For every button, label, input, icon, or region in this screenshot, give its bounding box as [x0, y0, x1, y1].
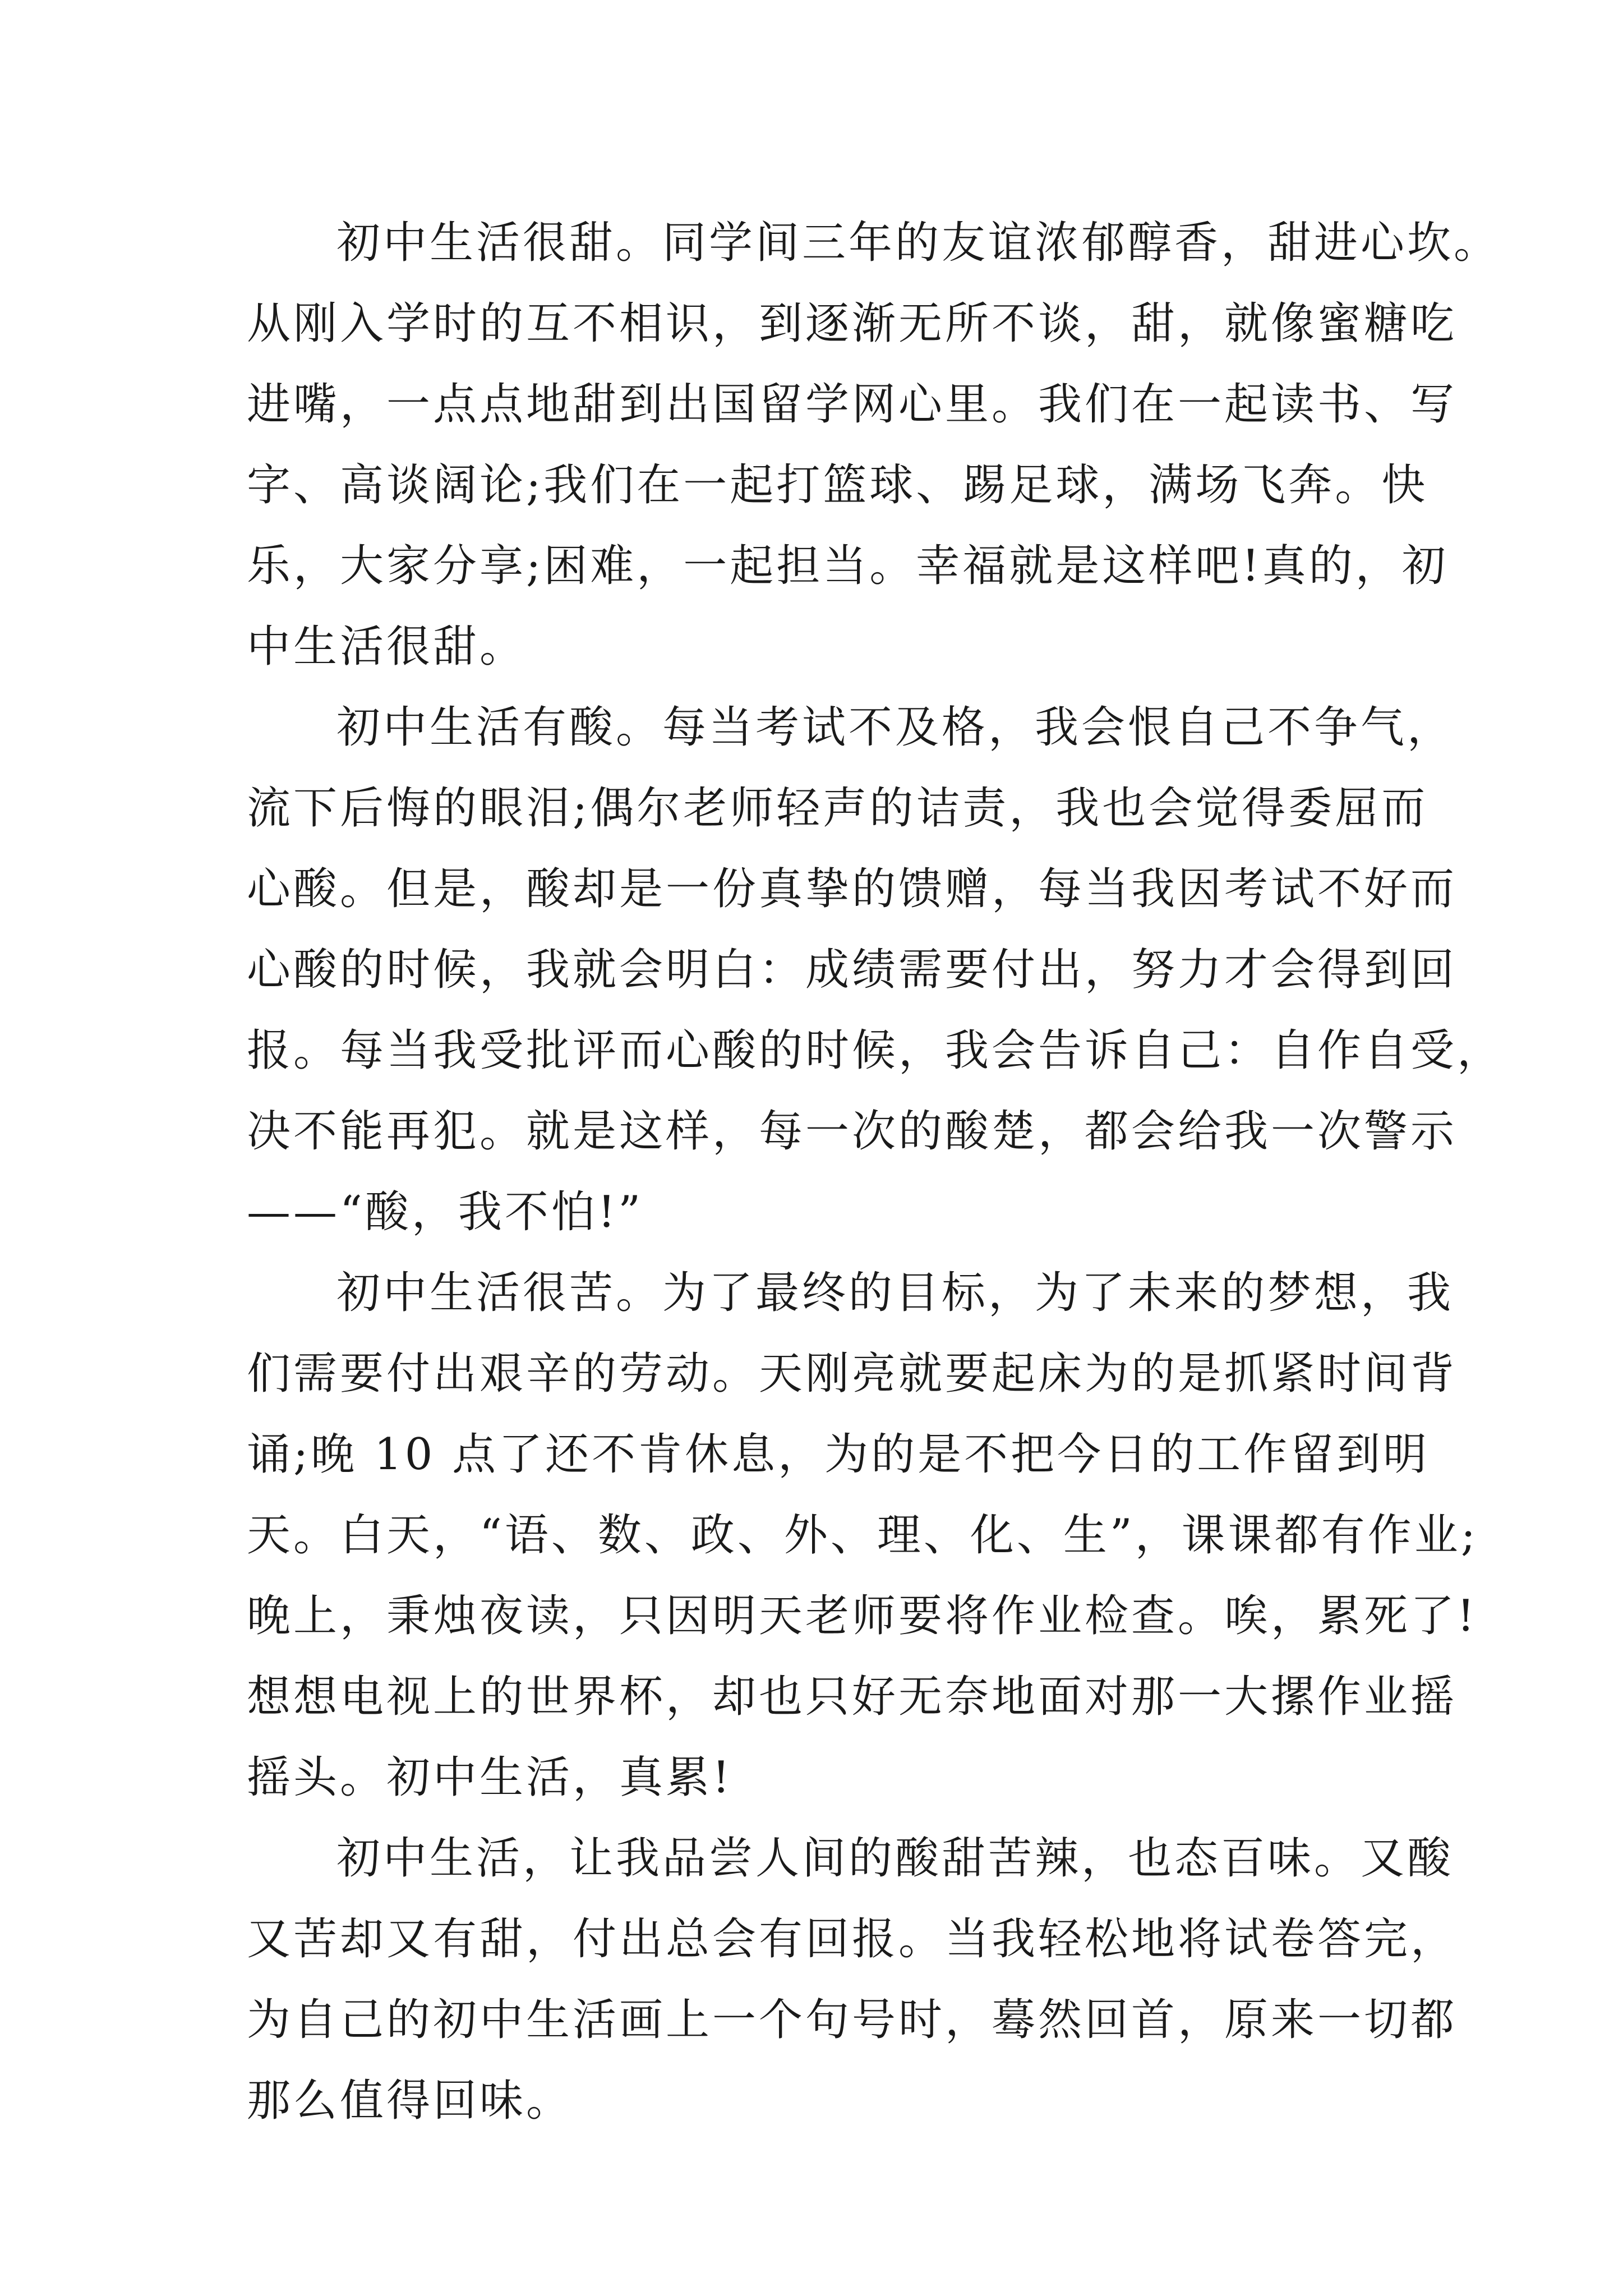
- paragraph-3-line-1: 初中生活很苦。为了最终的目标，为了未来的梦想，我: [336, 1268, 1454, 1318]
- paragraph-1-line-2: 从刚入学时的互不相识，到逐渐无所不谈，甜，就像蜜糖吃: [247, 298, 1458, 349]
- paragraph-1-line-5: 乐，大家分享;困难，一起担当。幸福就是这样吧!真的，初: [247, 541, 1449, 591]
- paragraph-3-line-5: 晚上，秉烛夜读，只因明天老师要将作业检查。唉，累死了!: [247, 1591, 1478, 1641]
- paragraph-4-line-1: 初中生活，让我品尝人间的酸甜苦辣，也态百味。又酸: [336, 1833, 1454, 1884]
- paragraph-1-line-4: 字、高谈阔论;我们在一起打篮球、踢足球，满场飞奔。快: [247, 460, 1428, 510]
- paragraph-2-line-4: 心酸的时候，我就会明白：成绩需要付出，努力才会得到回: [247, 945, 1458, 995]
- paragraph-1-line-3: 进嘴，一点点地甜到出国留学网心里。我们在一起读书、写: [247, 379, 1458, 430]
- paragraph-2-line-5: 报。每当我受批评而心酸的时候，我会告诉自己：自作自受，: [247, 1025, 1504, 1076]
- paragraph-2-line-1: 初中生活有酸。每当考试不及格，我会恨自己不争气，: [336, 702, 1454, 753]
- paragraph-3-line-6: 想想电视上的世界杯，却也只好无奈地面对那一大摞作业摇: [247, 1672, 1458, 1722]
- paragraph-3-line-7: 摇头。初中生活，真累!: [247, 1752, 733, 1803]
- paragraph-3-line-4: 天。白天，“语、数、政、外、理、化、生”，课课都有作业;: [247, 1510, 1479, 1561]
- paragraph-2-line-6: 决不能再犯。就是这样，每一次的酸楚，都会给我一次警示: [247, 1106, 1458, 1157]
- paragraph-4-line-4: 那么值得回味。: [247, 2076, 573, 2126]
- paragraph-2-line-3: 心酸。但是，酸却是一份真挚的馈赠，每当我因考试不好而: [247, 864, 1458, 914]
- paragraph-4-line-2: 又苦却又有甜，付出总会有回报。当我轻松地将试卷答完，: [247, 1914, 1458, 1964]
- paragraph-4-line-3: 为自己的初中生活画上一个句号时，蓦然回首，原来一切都: [247, 1995, 1458, 2045]
- paragraph-2-line-7: ——“酸，我不怕!”: [247, 1187, 644, 1237]
- paragraph-2-line-2: 流下后悔的眼泪;偶尔老师轻声的诘责，我也会觉得委屈而: [247, 783, 1428, 834]
- paragraph-1-line-1: 初中生活很甜。同学间三年的友谊浓郁醇香，甜进心坎。: [336, 218, 1501, 268]
- paragraph-1-line-6: 中生活很甜。: [247, 622, 527, 672]
- paragraph-3-line-3: 诵;晚 10 点了还不肯休息，为的是不把今日的工作留到明: [247, 1429, 1430, 1480]
- paragraph-3-line-2: 们需要付出艰辛的劳动。天刚亮就要起床为的是抓紧时间背: [247, 1349, 1458, 1399]
